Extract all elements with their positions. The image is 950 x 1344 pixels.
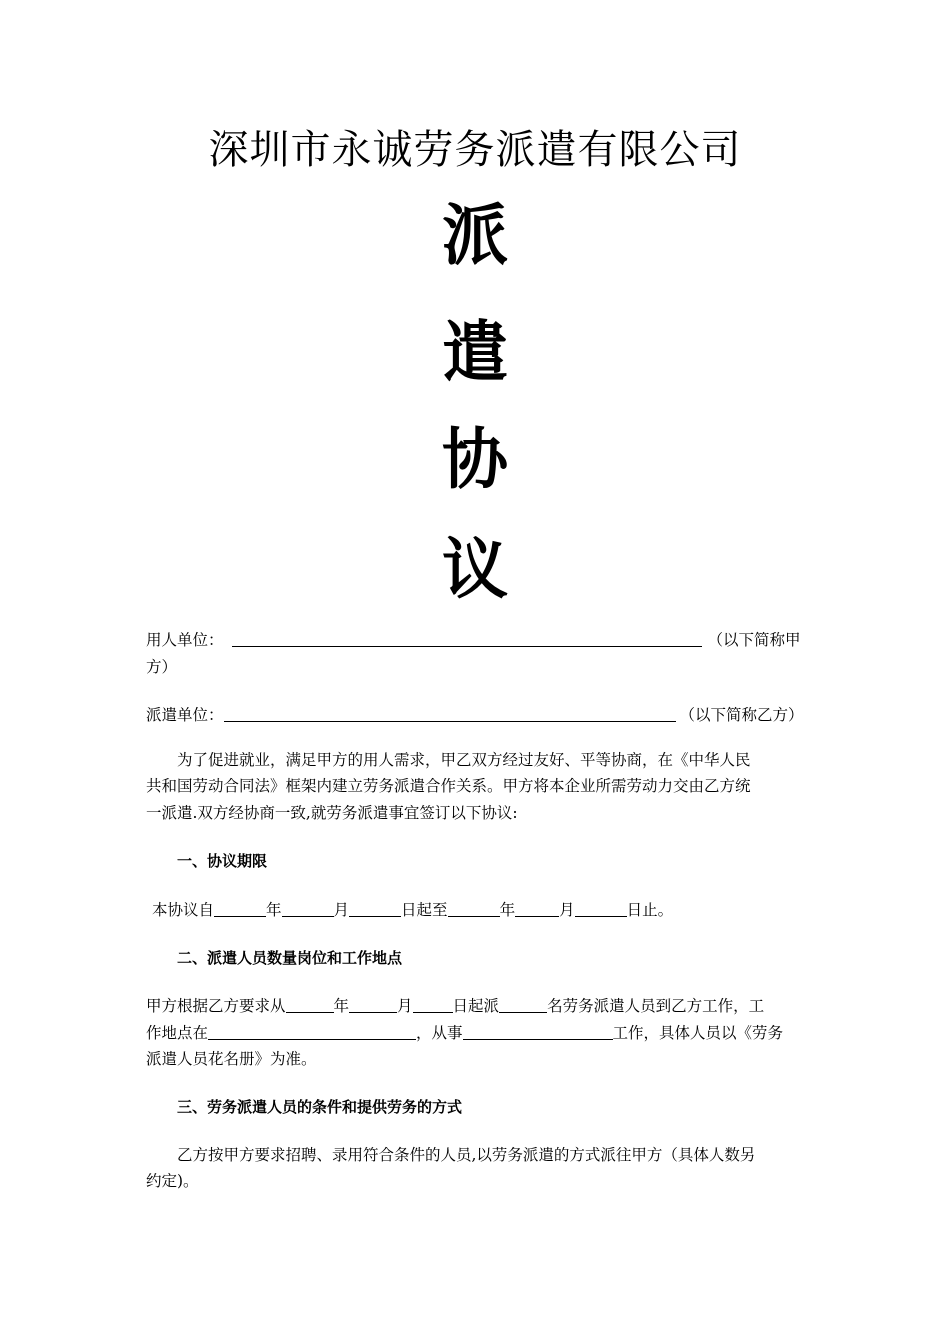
worker-count-blank[interactable]	[499, 994, 547, 1013]
start-year-blank[interactable]	[214, 898, 266, 917]
section-3-line-2: 约定)。	[146, 1172, 199, 1190]
start-day-blank[interactable]	[349, 898, 401, 917]
dispatch-day-blank[interactable]	[413, 994, 453, 1013]
s2-month-label: 月	[397, 997, 413, 1015]
s2-text-c: 名劳务派遣人员到乙方工作，工	[547, 997, 765, 1015]
party-a-line	[146, 627, 809, 654]
section-2-heading: 二、派遣人员数量岗位和工作地点	[177, 949, 403, 967]
dispatch-month-blank[interactable]	[349, 994, 397, 1013]
intro-line-1: 为了促进就业，满足甲方的用人需求，甲乙双方经过友好、平等协商，在《中华人民	[177, 751, 751, 769]
title-char-3: 协	[442, 421, 508, 498]
s2-year-label: 年	[333, 997, 350, 1015]
party-b-blank[interactable]	[224, 703, 676, 722]
end-day-blank[interactable]	[575, 898, 627, 917]
dispatch-year-blank[interactable]	[286, 994, 334, 1013]
party-a-suffix: （以下简称甲	[707, 631, 801, 649]
title-char-2: 遣	[442, 314, 508, 391]
s2-text-b: 日起派	[452, 997, 500, 1015]
party-b-line	[146, 702, 809, 729]
period-text-end: 日止。	[626, 901, 674, 919]
period-text-from: 本协议自	[152, 901, 215, 919]
end-year-blank[interactable]	[448, 898, 500, 917]
start-month-blank[interactable]	[282, 898, 334, 917]
intro-line-3: 一派遣.双方经协商一致,就劳务派遣事宜签订以下协议:	[146, 804, 518, 822]
title-char-4: 议	[442, 531, 508, 608]
section-2-line-2	[146, 1020, 809, 1047]
party-a-suffix-2: 方）	[146, 658, 178, 676]
party-b-suffix: （以下简称乙方）	[679, 706, 804, 724]
section-3-heading: 三、劳务派遣人员的条件和提供劳务的方式	[177, 1098, 463, 1116]
s2-text-e: ，从事	[416, 1024, 463, 1042]
s2-text-f: 工作，具体人员以《劳务	[612, 1024, 784, 1042]
period-year-label-2: 年	[499, 901, 516, 919]
period-month-label-2: 月	[559, 901, 575, 919]
section-1-period-line	[146, 897, 815, 924]
section-1-heading: 一、协议期限	[177, 852, 268, 870]
end-month-blank[interactable]	[515, 898, 559, 917]
party-b-label: 派遣单位：	[146, 706, 224, 724]
period-text-to: 日起至	[401, 901, 448, 919]
period-year-label: 年	[266, 901, 282, 919]
title-char-1: 派	[442, 197, 508, 274]
job-type-blank[interactable]	[463, 1021, 613, 1040]
party-a-line-2	[146, 654, 809, 681]
work-location-blank[interactable]	[208, 1021, 416, 1040]
party-a-blank[interactable]	[232, 628, 702, 647]
company-name: 深圳市永诚劳务派遣有限公司	[208, 127, 742, 173]
intro-line-2: 共和国劳动合同法》框架内建立劳务派遣合作关系。甲方将本企业所需劳动力交由乙方统	[146, 777, 751, 795]
s2-text-a: 甲方根据乙方要求从	[146, 997, 286, 1015]
section-2-line-1	[146, 993, 809, 1020]
period-month-label: 月	[333, 901, 350, 919]
party-a-label: 用人单位：	[146, 631, 224, 649]
section-2-line-3: 派遣人员花名册》为准。	[146, 1050, 317, 1068]
s2-text-d: 作地点在	[146, 1024, 209, 1042]
section-3-line-1: 乙方按甲方要求招聘、录用符合条件的人员,以劳务派遣的方式派往甲方（具体人数另	[177, 1146, 756, 1164]
